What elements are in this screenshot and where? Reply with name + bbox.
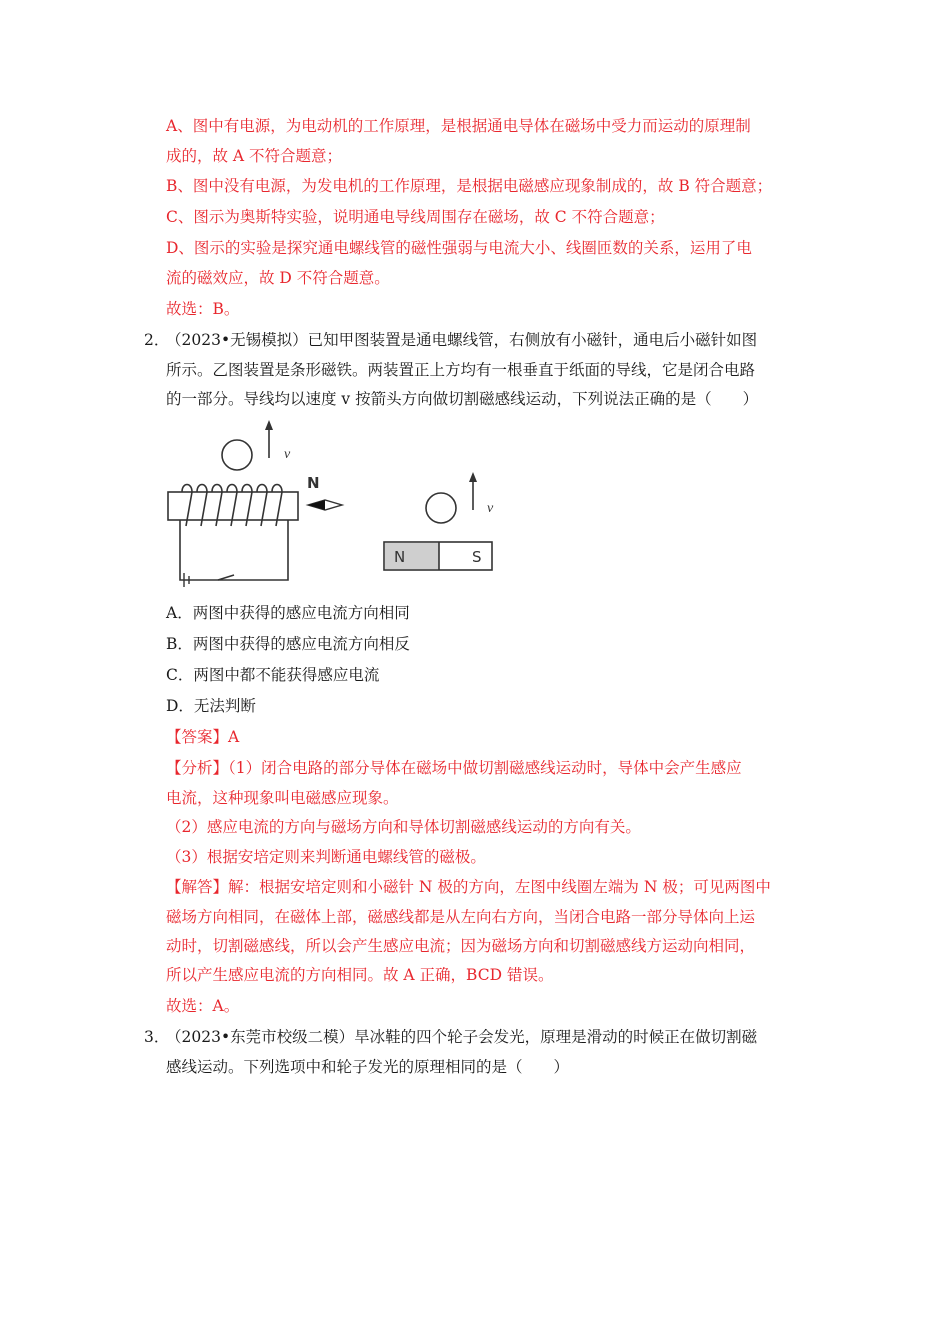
option-c: C．两图中都不能获得感应电流 <box>166 666 380 684</box>
analysis-line: 电流，这种现象叫电磁感应现象。 <box>166 789 399 807</box>
circuit-wire <box>180 520 288 580</box>
option-a: A．两图中获得的感应电流方向相同 <box>166 604 410 622</box>
arrowhead <box>469 472 477 482</box>
answer: 【答案】A <box>166 728 240 746</box>
analysis-line: （2）感应电流的方向与磁场方向和导体切割磁感线运动的方向有关。 <box>166 818 641 836</box>
magnet-s-label: S <box>472 548 482 566</box>
analysis-line: （3）根据安培定则来判断通电螺线管的磁极。 <box>166 848 486 866</box>
question-stem-line: 感线运动。下列选项中和轮子发光的原理相同的是（ ） <box>166 1058 570 1076</box>
wire-cross-section-left <box>222 440 252 470</box>
analysis-line: 【分析】（1）闭合电路的部分导体在磁场中做切割磁感线运动时，导体中会产生感应 <box>166 759 742 777</box>
solution-choice: 故选：B。 <box>166 300 240 318</box>
solution-line: 动时，切割磁感线，所以会产生感应电流；因为磁场方向和切割磁感线方运动向相同， <box>166 937 756 955</box>
solution-line: 磁场方向相同，在磁体上部，磁感线都是从左向右方向，当闭合电路一部分导体向上运 <box>166 908 756 926</box>
velocity-label: v <box>487 501 494 516</box>
magnet-n-label: N <box>394 548 406 566</box>
solution-line: 成的，故 A 不符合题意； <box>166 147 343 165</box>
solution-line: 【解答】解：根据安培定则和小磁针 N 极的方向，左图中线圈左端为 N 极；可见两图中 <box>166 878 771 896</box>
option-d: D．无法判断 <box>166 697 256 715</box>
question-stem-line: 的一部分。导线均以速度 v 按箭头方向做切割磁感线运动，下列说法正确的是（ ） <box>166 390 759 408</box>
question-figure <box>160 418 520 597</box>
figure-svg <box>160 418 520 593</box>
solution-line: 所以产生感应电流的方向相同。故 A 正确，BCD 错误。 <box>166 966 554 984</box>
solution-choice: 故选：A。 <box>166 997 240 1015</box>
question-number: 3． <box>144 1028 170 1046</box>
wire-cross-section-right <box>426 493 456 523</box>
solution-line: A、图中有电源，为电动机的工作原理，是根据通电导体在磁场中受力而运动的原理制 <box>166 117 751 135</box>
question-stem-line: （2023•无锡模拟）已知甲图装置是通电螺线管，右侧放有小磁针，通电后小磁针如图 <box>166 331 758 349</box>
question-stem-line: 所示。乙图装置是条形磁铁。两装置正上方均有一根垂直于纸面的导线，它是闭合电路 <box>166 361 756 379</box>
velocity-label: v <box>284 447 291 462</box>
question-stem-line: （2023•东莞市校级二模）旱冰鞋的四个轮子会发光，原理是滑动的时候正在做切割磁 <box>166 1028 758 1046</box>
option-b: B．两图中获得的感应电流方向相反 <box>166 635 410 653</box>
solution-line: 流的磁效应，故 D 不符合题意。 <box>166 269 390 287</box>
compass-needle-north <box>308 500 325 510</box>
arrowhead <box>265 420 273 430</box>
solution-line: C、图示为奥斯特实验，说明通电导线周围存在磁场，故 C 不符合题意； <box>166 208 665 226</box>
question-number: 2． <box>144 331 170 349</box>
solution-line: D、图示的实验是探究通电螺线管的磁性强弱与电流大小、线圈匝数的关系，运用了电 <box>166 239 752 257</box>
solution-line: B、图中没有电源，为发电机的工作原理，是根据电磁感应现象制成的，故 B 符合题意； <box>166 177 773 195</box>
needle-label: N <box>307 474 320 492</box>
